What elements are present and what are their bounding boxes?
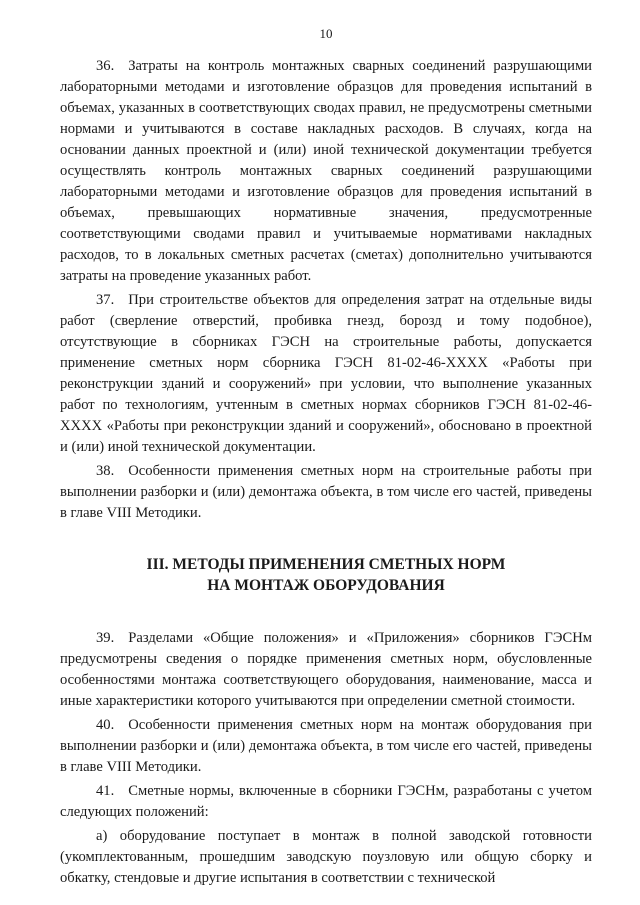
paragraph-text: Особенности применения сметных норм на монтаж оборудования при выполнении разборки и (или) демонтажа объекта, в том числе его частей, приведены в главе VIII Методики. [60, 717, 592, 775]
paragraph-text: Особенности применения сметных норм на строительные работы при выполнении разборки и (или) демонтажа объекта, в том числе его частей, приведены в главе VIII Методики. [60, 463, 592, 521]
paragraph-text: Разделами «Общие положения» и «Приложения» сборников ГЭСНм предусмотрены сведения о порядке применения сметных норм, обусловленные особенностями монтажа соответствующего оборудования, наименование, масса и иные характеристики которого учитываются при определении сметной стоимости. [60, 630, 592, 709]
section-heading-line-1: III. МЕТОДЫ ПРИМЕНЕНИЯ СМЕТНЫХ НОРМ [146, 556, 506, 573]
paragraph-40 [60, 715, 592, 778]
paragraph-number: 39. [96, 630, 115, 646]
paragraph-36 [60, 56, 592, 287]
page-number: 10 [319, 26, 333, 41]
paragraph-text: а) оборудование поступает в монтаж в полной заводской готовности (укомплектованным, прошедшим заводскую поузловую или общую сборку и обкатку, стендовые и другие испытания в соответствии с технической [60, 828, 592, 886]
paragraph-text: При строительстве объектов для определения затрат на отдельные виды работ (сверление отверстий, пробивка гнезд, борозд и тому подобное), отсутствующие в сборниках ГЭСН на строительные работы, допускается применение сметных норм сборника ГЭСН 81-02-46-ХХХХ «Работы при реконструкции зданий и сооружений» при условии, что выполнение указанных работ по технологиям, учтенным в сметных нормах сборников ГЭСН 81-02-46-ХХХХ «Работы при реконструкции зданий и сооружений», обосновано в проектной и (или) иной технической документации. [60, 292, 592, 455]
paragraph-number: 37. [96, 292, 115, 308]
paragraph-text: Затраты на контроль монтажных сварных соединений разрушающими лабораторными методами и изготовление образцов для проведения испытаний в объемах, указанных в соответствующих сводах правил, не предусмотрены сметными нормами и учитываются в составе накладных расходов. В случаях, когда на основании данных проектной и (или) иной технической документации требуется осуществлять контроль монтажных сварных соединений разрушающими лабораторными методами и изготовление образцов для проведения испытаний в объемах, превышающих нормативные значения, предусмотренные соответствующими сводами правил и учитываемые нормативами накладных расходов, то в локальных сметных расчетах (сметах) дополнительно учитываются затраты на проведение указанных работ. [60, 58, 592, 284]
paragraph-41 [60, 781, 592, 823]
section-heading [60, 554, 592, 596]
paragraph-38 [60, 461, 592, 524]
paragraph-39 [60, 628, 592, 712]
paragraph-37 [60, 290, 592, 458]
section-heading-line-2: НА МОНТАЖ ОБОРУДОВАНИЯ [207, 577, 445, 594]
paragraph-text: Сметные нормы, включенные в сборники ГЭСНм, разработаны с учетом следующих положений: [60, 783, 592, 820]
paragraph-number: 41. [96, 783, 115, 799]
paragraph-number: 40. [96, 717, 115, 733]
paragraph-number: 38. [96, 463, 115, 479]
paragraph-41-item-a [60, 826, 592, 889]
paragraph-number: 36. [96, 58, 115, 74]
